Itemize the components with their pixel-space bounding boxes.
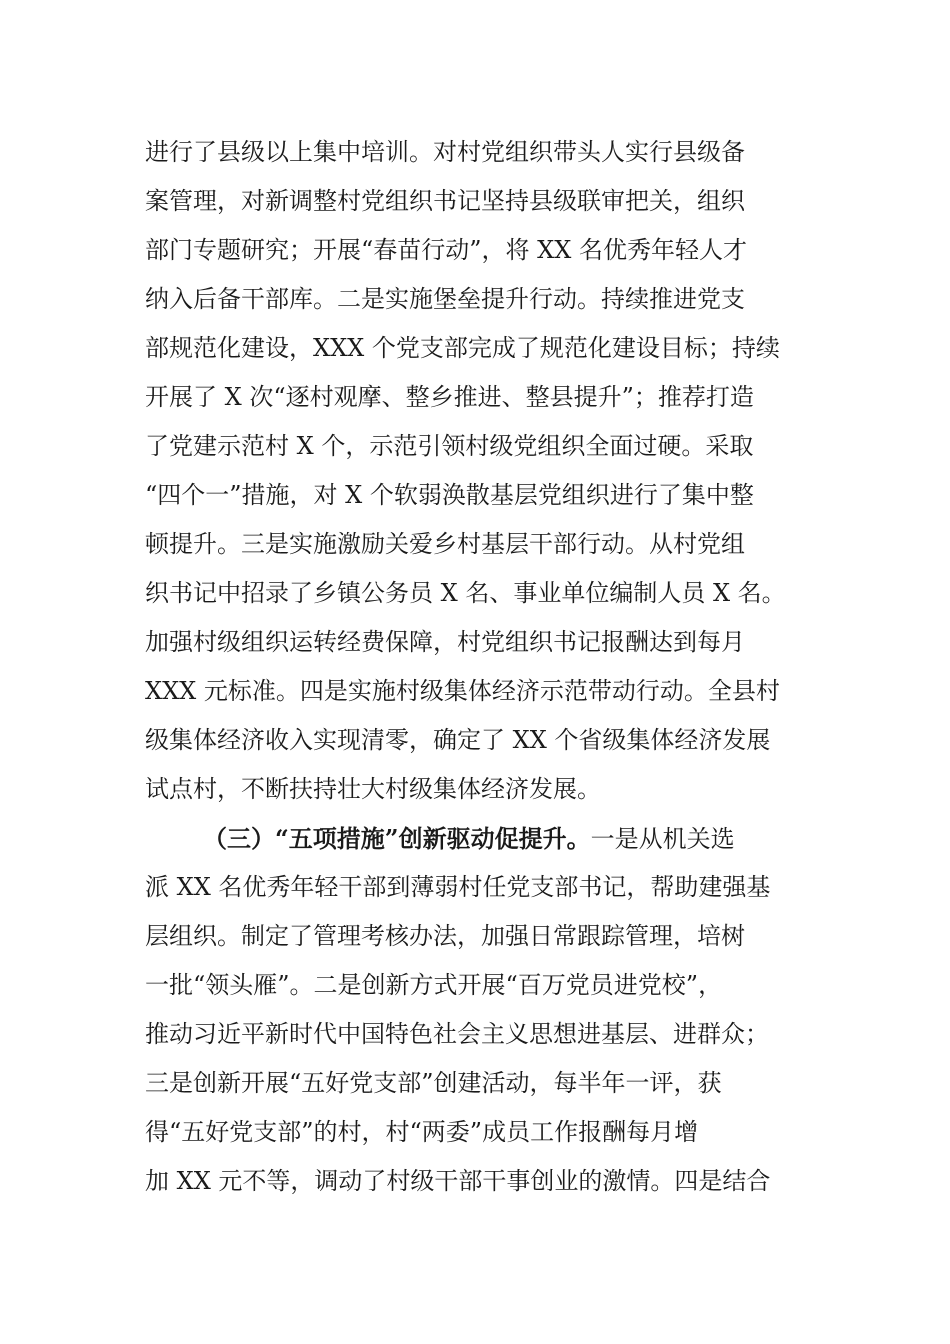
text-line: 派 XX 名优秀年轻干部到薄弱村任党支部书记，帮助建强基 (145, 873, 771, 901)
text-line: 织书记中招录了乡镇公务员 X 名、事业单位编制人员 X 名。 (145, 579, 786, 607)
text-line: 三是创新开展“五好党支部”创建活动，每半年一评，获 (145, 1069, 722, 1097)
section-3-first-line (145, 814, 807, 863)
text-line: 一批“领头雁”。二是创新方式开展“百万党员进党校”， (145, 971, 723, 999)
text-line: 加 XX 元不等，调动了村级干部干事创业的激情。四是结合 (145, 1167, 771, 1195)
text-line: 案管理，对新调整村党组织书记坚持县级联审把关，组织 (145, 187, 745, 215)
text-line: 级集体经济收入实现清零，确定了 XX 个省级集体经济发展 (145, 726, 771, 754)
section-3-heading: （三）“五项措施”创新驱动促提升。 (203, 824, 591, 853)
text-line: 进行了县级以上集中培训。对村党组织带头人实行县级备 (145, 138, 745, 166)
text-line: 部门专题研究；开展“春苗行动”，将 XX 名优秀年轻人才 (145, 236, 747, 264)
text-line: 加强村级组织运转经费保障，村党组织书记报酬达到每月 (145, 628, 745, 656)
text-line: 试点村，不断扶持壮大村级集体经济发展。 (145, 775, 601, 803)
section-3-first-line-text: 一是从机关选 (590, 825, 735, 853)
text-line: 推动习近平新时代中国特色社会主义思想进基层、进群众； (145, 1020, 769, 1048)
text-line: 开展了 X 次“逐村观摩、整乡推进、整县提升”；推荐打造 (145, 383, 754, 411)
text-line: 纳入后备干部库。二是实施堡垒提升行动。持续推进党支 (145, 285, 745, 313)
text-line: 顿提升。三是实施激励关爱乡村基层干部行动。从村党组 (145, 530, 745, 558)
document-body (145, 128, 807, 1206)
text-line: “四个一”措施，对 X 个软弱涣散基层党组织进行了集中整 (145, 481, 754, 509)
text-line: 层组织。制定了管理考核办法，加强日常跟踪管理，培树 (145, 922, 745, 950)
text-line: 了党建示范村 X 个，示范引领村级党组织全面过硬。采取 (145, 432, 754, 460)
text-line: 部规范化建设，XXX 个党支部完成了规范化建设目标；持续 (145, 334, 780, 362)
text-line: XXX 元标准。四是实施村级集体经济示范带动行动。全县村 (145, 677, 780, 705)
text-line: 得“五好党支部”的村，村“两委”成员工作报酬每月增 (145, 1118, 699, 1146)
